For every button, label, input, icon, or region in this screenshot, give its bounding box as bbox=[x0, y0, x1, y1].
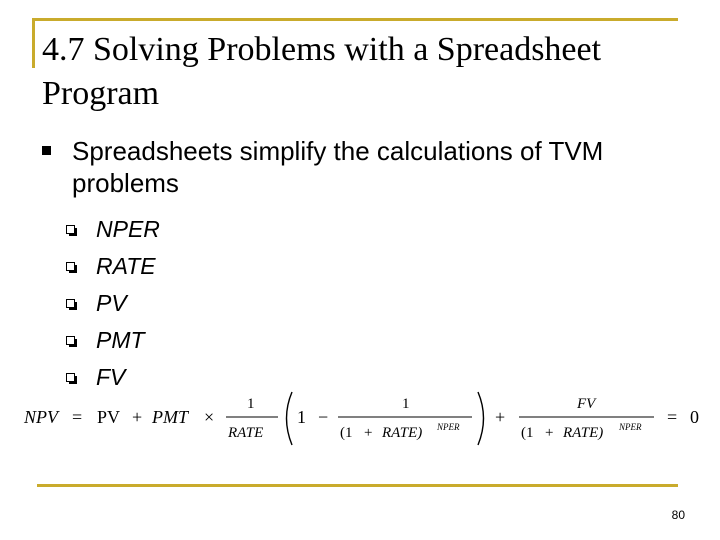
hollow-square-bullet-icon bbox=[66, 225, 75, 234]
eq-frac1-numerator: 1 bbox=[247, 396, 255, 412]
list-item bbox=[66, 248, 160, 285]
eq-pmt-term: PMT bbox=[152, 407, 188, 427]
filled-square-bullet-icon bbox=[42, 146, 51, 155]
right-paren-icon bbox=[478, 392, 484, 445]
sub-item-text: NPER bbox=[96, 216, 160, 242]
eq-frac2-exponent: NPER bbox=[437, 422, 460, 432]
bottom-accent-rule bbox=[37, 484, 678, 487]
eq-equals-sign-2: = bbox=[667, 407, 678, 427]
page-number: 80 bbox=[671, 508, 685, 522]
hollow-square-bullet-icon bbox=[66, 299, 75, 308]
eq-zero: 0 bbox=[690, 407, 699, 427]
eq-plus-sign: + bbox=[132, 407, 143, 427]
main-bullet-text: Spreadsheets simplify the calculations of TVM problems bbox=[72, 136, 604, 198]
hollow-square-bullet-icon bbox=[66, 262, 75, 271]
eq-frac2-den-rate: RATE) bbox=[382, 425, 423, 441]
sub-bullet-list bbox=[66, 211, 160, 396]
eq-frac3-den-rate: RATE) bbox=[563, 425, 604, 441]
eq-paren-one: 1 bbox=[297, 407, 306, 427]
eq-frac3-numerator: FV bbox=[577, 396, 596, 412]
sub-item-text: RATE bbox=[96, 253, 156, 279]
eq-frac2-numerator: 1 bbox=[402, 396, 410, 412]
eq-times-sign: × bbox=[204, 407, 215, 427]
eq-frac2-den-open: (1 bbox=[340, 425, 353, 441]
eq-frac2-den-plus: + bbox=[364, 425, 373, 441]
left-paren-icon bbox=[287, 392, 293, 445]
list-item bbox=[66, 285, 160, 322]
hollow-square-bullet-icon bbox=[66, 373, 75, 382]
hollow-square-bullet-icon bbox=[66, 336, 75, 345]
slide-title: 4.7 Solving Problems with a Spreadsheet Program bbox=[42, 31, 602, 112]
eq-plus-sign-2: + bbox=[495, 407, 506, 427]
left-accent-rule bbox=[32, 18, 35, 68]
top-accent-rule bbox=[32, 18, 678, 21]
list-item bbox=[66, 211, 160, 248]
eq-frac3-den-plus: + bbox=[545, 425, 554, 441]
eq-pv-term: PV bbox=[97, 407, 121, 427]
eq-minus-sign: − bbox=[318, 407, 329, 427]
sub-item-text: PMT bbox=[96, 327, 145, 353]
sub-item-text: PV bbox=[96, 290, 127, 316]
eq-frac1-denominator: RATE bbox=[228, 425, 264, 441]
eq-npv-label: NPV bbox=[24, 407, 58, 427]
main-bullet bbox=[42, 135, 632, 199]
sub-item-text: FV bbox=[96, 364, 126, 390]
npv-equation bbox=[22, 388, 712, 457]
eq-frac3-den-open: (1 bbox=[521, 425, 534, 441]
eq-equals-sign: = bbox=[72, 407, 83, 427]
list-item bbox=[66, 322, 160, 359]
eq-frac3-exponent: NPER bbox=[619, 422, 642, 432]
